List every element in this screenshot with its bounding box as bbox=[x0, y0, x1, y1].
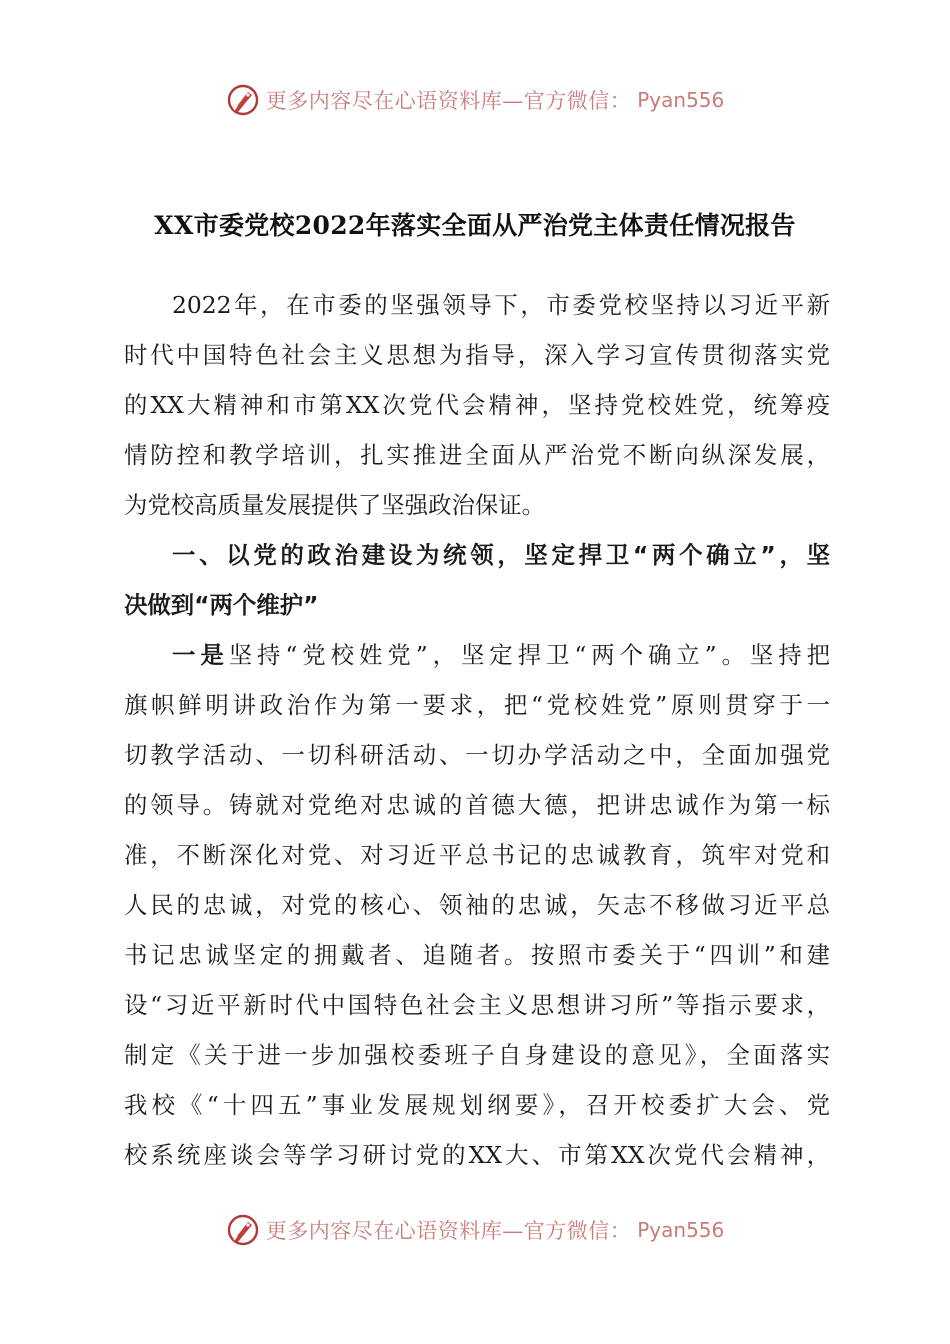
document-body bbox=[124, 280, 830, 1180]
text-line bbox=[124, 630, 830, 680]
watermark-banner-top bbox=[0, 78, 950, 122]
heading-line: 决做到“两个维护” bbox=[124, 591, 319, 619]
text-line: 旗帜鲜明讲政治作为第一要求，把“党校姓党”原则贯穿于一 bbox=[124, 691, 830, 719]
pen-nib-in-circle-icon bbox=[226, 83, 260, 117]
point-lead: 一是 bbox=[172, 641, 229, 669]
watermark-wechat-id: Pyan556 bbox=[637, 1218, 725, 1242]
text-line-rest: 坚持“党校姓党”，坚定捍卫“两个确立”。坚持把 bbox=[228, 641, 830, 669]
text-line: 时代中国特色社会主义思想为指导，深入学习宣传贯彻落实党 bbox=[124, 341, 830, 369]
text-line: 情防控和教学培训，扎实推进全面从严治党不断向纵深发展， bbox=[124, 441, 830, 469]
text-line: 校系统座谈会等学习研讨党的XX大、市第XX次党代会精神， bbox=[124, 1141, 830, 1169]
text-line: 准，不断深化对党、对习近平总书记的忠诚教育，筑牢对党和 bbox=[124, 841, 830, 869]
text-line: 书记忠诚坚定的拥戴者、追随者。按照市委关于“四训”和建 bbox=[124, 941, 830, 969]
text-line: 的领导。铸就对党绝对忠诚的首德大德，把讲忠诚作为第一标 bbox=[124, 791, 830, 819]
text-line: 的XX大精神和市第XX次党代会精神，坚持党校姓党，统筹疫 bbox=[124, 391, 830, 419]
text-line: 我校《“十四五”事业发展规划纲要》，召开校委扩大会、党 bbox=[124, 1091, 830, 1119]
text-line: 切教学活动、一切科研活动、一切办学活动之中，全面加强党 bbox=[124, 741, 830, 769]
watermark-banner-bottom bbox=[0, 1208, 950, 1252]
watermark-text: 更多内容尽在心语资料库—官方微信： bbox=[265, 89, 632, 113]
watermark-wechat-id: Pyan556 bbox=[637, 88, 725, 112]
pen-nib-in-circle-icon bbox=[226, 1213, 260, 1247]
text-line: 设“习近平新时代中国特色社会主义思想讲习所”等指示要求， bbox=[124, 991, 830, 1019]
watermark-text: 更多内容尽在心语资料库—官方微信： bbox=[265, 1219, 632, 1243]
heading-line: 一、以党的政治建设为统领，坚定捍卫“两个确立”，坚 bbox=[172, 541, 830, 569]
text-line: 制定《关于进一步加强校委班子自身建设的意见》，全面落实 bbox=[124, 1041, 830, 1069]
section-heading-1 bbox=[124, 530, 830, 630]
text-line: 为党校高质量发展提供了坚强政治保证。 bbox=[124, 491, 546, 519]
paragraph-intro bbox=[124, 280, 830, 530]
paragraph-point-one bbox=[124, 630, 830, 1180]
text-line: 人民的忠诚，对党的核心、领袖的忠诚，矢志不移做习近平总 bbox=[124, 891, 830, 919]
text-line: 2022年，在市委的坚强领导下，市委党校坚持以习近平新 bbox=[172, 291, 830, 319]
page-title: XX市委党校2022年落实全面从严治党主体责任情况报告 bbox=[154, 211, 796, 240]
